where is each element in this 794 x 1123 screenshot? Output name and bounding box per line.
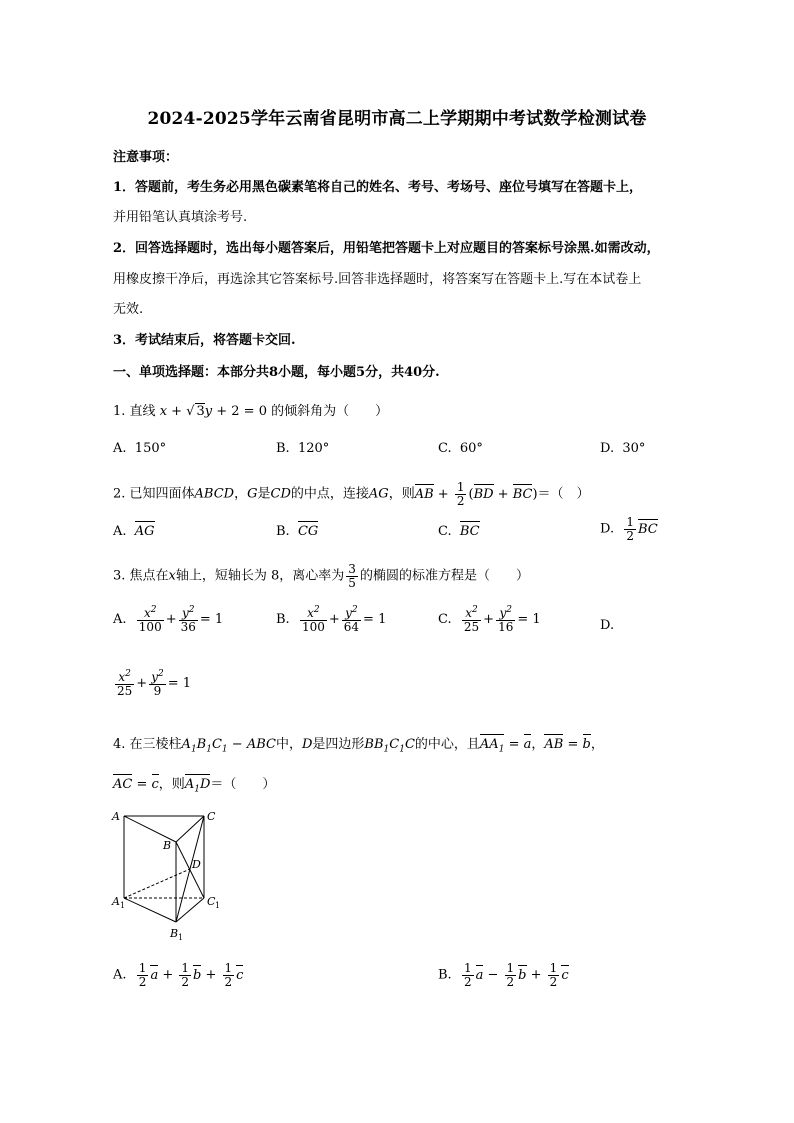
notice-item-2a: 2．回答选择题时，选出每小题答案后，用铅笔把答题卡上对应题目的答案标号涂黑.如需改动， (113, 241, 660, 256)
question-3: 3. 焦点在x轴上，短轴长为 8，离心率为 $\frac{3}{5}$ 的椭圆的标准方程是（ ） (113, 562, 529, 590)
q1-option-a[interactable]: A. 150° (113, 441, 167, 456)
page-title: 2024-2025学年云南省昆明市高二上学期期中考试数学检测试卷 (147, 109, 647, 129)
q3-option-d[interactable]: D. (600, 618, 615, 633)
q1-option-b[interactable]: B. 120° (276, 441, 330, 456)
figure-label-d: D (192, 858, 201, 871)
q3-option-c[interactable]: C. $\frac{x^2}{25}$ + $\frac{y^2}{16}$ = 1 (438, 605, 541, 634)
notice-item-2b: 用橡皮擦干净后，再选涂其它答案标号.回答非选择题时，将答案写在答题卡上.写在本试卷上 (113, 272, 642, 287)
figure-label-a1: A (112, 895, 120, 908)
notice-heading: 注意事项： (113, 150, 179, 165)
q2-option-d[interactable]: D. $\frac{1}{2}$ BC (600, 515, 658, 543)
figure-label-a: A (112, 810, 120, 823)
q2-option-c[interactable]: C. BC (438, 524, 480, 539)
question-1: 1. 直线 x + √ 3y + 2 = 0 的倾斜角为（ ） (113, 404, 389, 419)
q2-option-a[interactable]: A. AG (113, 524, 155, 539)
figure-label-c1: C (207, 895, 216, 908)
notice-item-3: 3．考试结束后，将答题卡交回. (113, 333, 296, 348)
svg-text:1: 1 (178, 933, 184, 942)
svg-text:1: 1 (120, 901, 126, 910)
figure-label-c: C (207, 810, 216, 823)
q1-option-d[interactable]: D. 30° (600, 441, 646, 456)
svg-text:1: 1 (215, 901, 221, 910)
notice-item-1b: 并用铅笔认真填涂考号. (113, 210, 248, 225)
q2-vector-expression: AB + $\frac{1}{2}$ (BD + BC) (414, 480, 538, 508)
figure-label-b: B (163, 839, 172, 852)
question-2: 2. 已知四面体ABCD，G是CD的中点，连接AG，则AB + $\frac{1}{2}$ (BD + BC)＝（ ） (113, 480, 590, 508)
q1-option-c[interactable]: C. 60° (438, 441, 483, 456)
q2-option-b[interactable]: B. CG (276, 524, 319, 539)
q1-line-equation: x + √ 3y + 2 = 0 (159, 404, 267, 419)
q4-option-a[interactable]: A. $\frac{1}{2}$ a + $\frac{1}{2}$ b + $\frac{1}{2}$ c (113, 961, 244, 989)
q3-option-d-formula: $\frac{x^2}{25}$ + $\frac{y^2}{9}$ = 1 (117, 669, 191, 698)
question-4-line1: 4. 在三棱柱$A_1B_1C_1$ − ABC中，D是四边形$BB_1C_1C$的中心，且$AA_1 = a$，AB = b， (113, 737, 604, 755)
q3-option-b[interactable]: B. $\frac{x^2}{100}$ + $\frac{y^2}{64}$ = 1 (276, 605, 387, 634)
q4-option-b[interactable]: B. $\frac{1}{2}$ a − $\frac{1}{2}$ b + $\frac{1}{2}$ c (438, 961, 569, 989)
question-4-line2: AC = c，则$A_1D=$（ ） (113, 777, 276, 795)
notice-item-2c: 无效. (113, 302, 144, 317)
q3-option-a[interactable]: A. $\frac{x^2}{100}$ + $\frac{y^2}{36}$ = 1 (113, 605, 224, 634)
figure-label-b1: B (170, 927, 179, 940)
section-heading: 一、单项选择题：本部分共8小题，每小题5分，共40分. (113, 365, 440, 380)
notice-item-1a: 1．答题前，考生务必用黑色碳素笔将自己的姓名、考号、考场号、座位号填写在答题卡上， (113, 180, 643, 195)
prism-figure (108, 806, 228, 944)
